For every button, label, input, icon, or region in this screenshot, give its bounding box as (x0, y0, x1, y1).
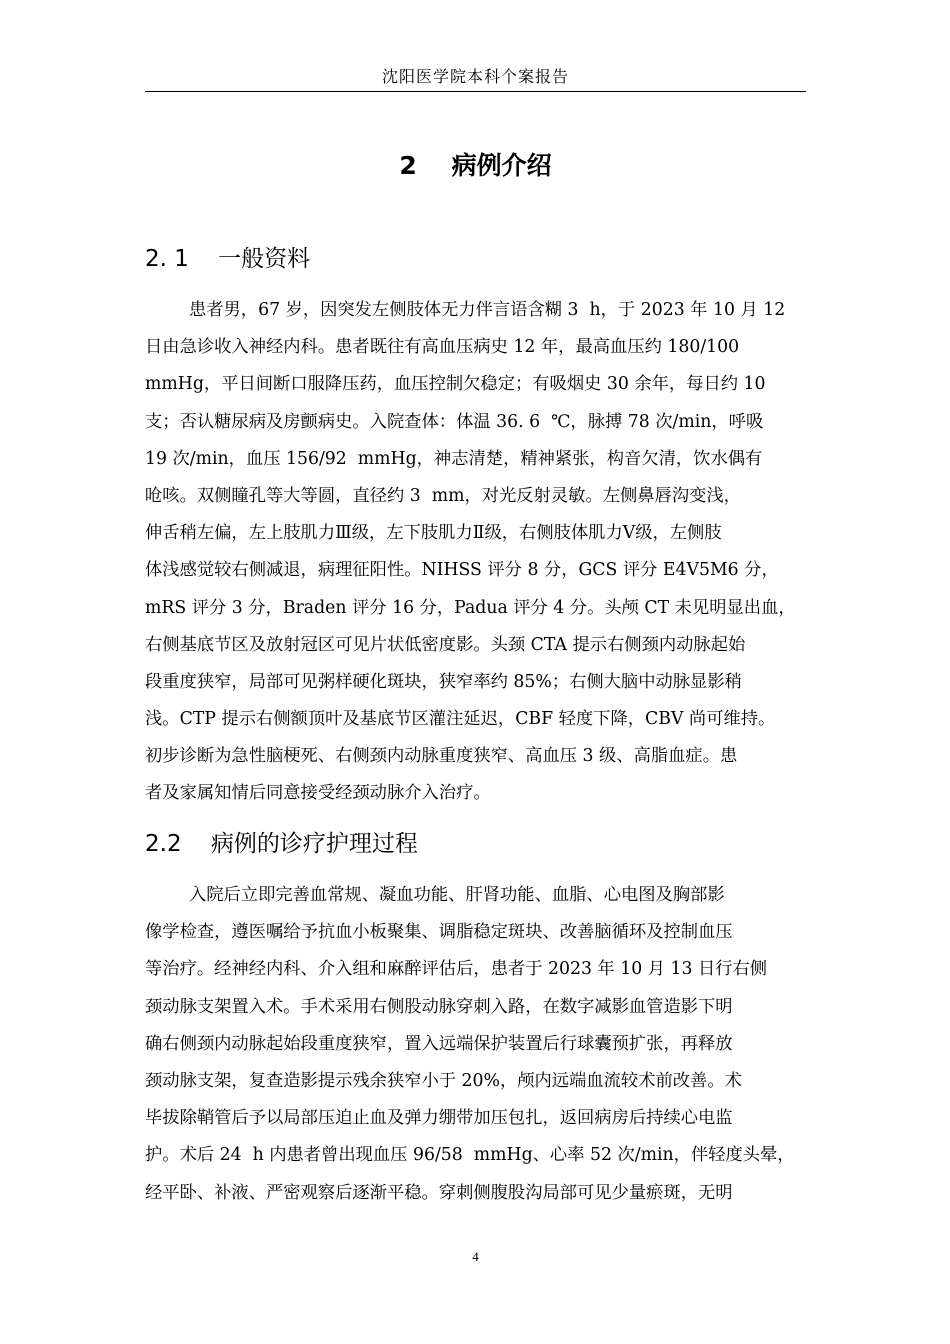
paragraph-general-info (145, 292, 825, 813)
section-heading-general-info: 2. 1 一般资料 (145, 246, 311, 272)
paragraph-line: 颈动脉支架，复查造影提示残余狭窄小于 20%，颅内远端血流较术前改善。术 (145, 1070, 742, 1091)
paragraph-line: 支；否认糖尿病及房颤病史。入院查体：体温 36. 6 ℃，脉搏 78 次/min，呼吸 (145, 411, 764, 432)
paragraph-line: 确右侧颈内动脉起始段重度狭窄，置入远端保护装置后行球囊预扩张，再释放 (145, 1033, 733, 1054)
paragraph-line: 初步诊断为急性脑梗死、右侧颈内动脉重度狭窄、高血压 3 级、高脂血症。患 (145, 746, 738, 767)
header-divider (145, 91, 806, 92)
paragraph-line: 浅。CTP 提示右侧额顶叶及基底节区灌注延迟，CBF 轻度下降，CBV 尚可维持。 (145, 709, 776, 730)
paragraph-treatment-process (145, 877, 825, 1212)
section-heading-treatment-process: 2.2 病例的诊疗护理过程 (145, 831, 418, 857)
paragraph-line: 呛咳。双侧瞳孔等大等圆，直径约 3 mm，对光反射灵敏。左侧鼻唇沟变浅， (145, 485, 741, 506)
paragraph-line: 段重度狭窄，局部可见粥样硬化斑块，狭窄率约 85%；右侧大脑中动脉显影稍 (145, 671, 742, 692)
running-header: 沈阳医学院本科个案报告 (381, 67, 569, 86)
paragraph-line: 19 次/min，血压 156/92 mmHg，神志清楚，精神紧张，构音欠清，饮水偶有 (145, 448, 763, 469)
chapter-title: 2 病例介绍 (399, 151, 552, 180)
paragraph-line: 护。术后 24 h 内患者曾出现血压 96/58 mmHg、心率 52 次/min，伴轻度头晕， (145, 1145, 795, 1166)
paragraph-line: 入院后立即完善血常规、凝血功能、肝肾功能、血脂、心电图及胸部影 (145, 885, 725, 905)
paragraph-line: 毕拔除鞘管后予以局部压迫止血及弹力绷带加压包扎，返回病房后持续心电监 (145, 1108, 733, 1129)
paragraph-line: mmHg，平日间断口服降压药，血压控制欠稳定；有吸烟史 30 余年，每日约 10 (145, 374, 766, 395)
paragraph-line: 伸舌稍左偏，左上肢肌力Ⅲ级，左下肢肌力Ⅱ级，右侧肢体肌力Ⅴ级，左侧肢 (145, 523, 722, 544)
paragraph-line: 体浅感觉较右侧减退，病理征阳性。NIHSS 评分 8 分，GCS 评分 E4V5M6 分， (145, 560, 779, 581)
paragraph-line: mRS 评分 3 分，Braden 评分 16 分，Padua 评分 4 分。头颅 CT 未见明显出血， (145, 597, 796, 618)
paragraph-line: 颈动脉支架置入术。手术采用右侧股动脉穿刺入路，在数字减影血管造影下明 (145, 996, 733, 1017)
paragraph-line: 等治疗。经神经内科、介入组和麻醉评估后，患者于 2023 年 10 月 13 日行右侧 (145, 959, 768, 980)
paragraph-line: 像学检查，遵医嘱给予抗血小板聚集、调脂稳定斑块、改善脑循环及控制血压 (145, 922, 733, 943)
paragraph-line: 者及家属知情后同意接受经颈动脉介入治疗。 (145, 783, 491, 804)
paragraph-line: 日由急诊收入神经内科。患者既往有高血压病史 12 年，最高血压约 180/100 (145, 337, 740, 358)
paragraph-line: 经平卧、补液、严密观察后逐渐平稳。穿刺侧腹股沟局部可见少量瘀斑，无明 (145, 1182, 733, 1203)
page-number: 4 (472, 1249, 479, 1264)
paragraph-line: 患者男，67 岁，因突发左侧肢体无力伴言语含糊 3 h，于 2023 年 10 月 12 (145, 300, 786, 320)
paragraph-line: 右侧基底节区及放射冠区可见片状低密度影。头颈 CTA 提示右侧颈内动脉起始 (145, 634, 746, 655)
